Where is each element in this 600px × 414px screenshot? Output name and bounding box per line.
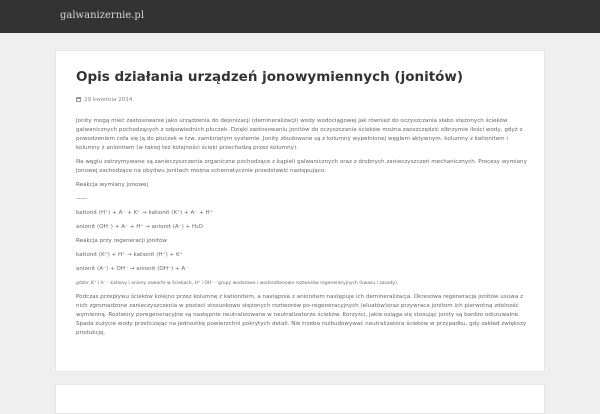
post-content xyxy=(76,117,528,343)
next-post-card xyxy=(55,384,545,414)
paragraph-intro: Jonity mogą mieć zastosowanie jako urządzenia do dejonizacji (demineralizacji) wody wodociągowej jak również do oczyszczania słabo stężonych ścieków galwanicznych pochodzących z odpowiednich płuczek. Dzięki zastosowaniu jonitów do oczyszczania ścieków można zaoszczędzić olbrzymie ilości wody, gdyż z powodzeniem cofa się ją do płuczek w tzw. zamkniętym systemie. Jonity zbudowane są z kolumny wypełnionej węglem aktywnym, kolumny z kationitem i kolumny z anionitem (w takiej też kolejności ścieki przechodzą przez kolumny). xyxy=(76,118,523,151)
post-card xyxy=(55,50,545,372)
top-navigation-bar xyxy=(0,0,600,33)
separator-line: —— xyxy=(76,196,88,202)
paragraph-process: Na węglu zatrzymywane są zanieczyszczenia organiczne pochodzące z kąpieli galwanicznych oraz z drobnych zanieczyszczeń mechanicznych. Procesy wymiany jonowej zachodzące na obydwu jonitach można schematycznie przedstawić następująco: xyxy=(76,159,527,174)
post-date[interactable]: 29 kwietnia 2014 xyxy=(84,97,133,103)
reaction-heading: Reakcja wymiany jonowej xyxy=(76,182,149,188)
regeneration-equation-1: kationit (K⁺) + H⁺ → kationit (H⁺) + K⁺ xyxy=(76,252,183,258)
post-meta xyxy=(76,97,132,103)
reaction-equation-1: kationit (H⁺) + A⁻ + K⁺ → kationit (K⁺) + A⁻ + H⁺ xyxy=(76,210,213,216)
site-title-link[interactable]: galwanizernie.pl xyxy=(60,10,145,21)
post-title[interactable]: Opis działania urządzeń jonowymiennych (jonitów) xyxy=(76,69,464,85)
regeneration-equation-2: anionit (A⁻) + OH⁻ → anionit (OH⁻) + A⁻ xyxy=(76,266,189,272)
regeneration-heading: Reakcja przy regeneracji jonitów xyxy=(76,238,168,244)
calendar-icon xyxy=(76,97,81,102)
legend-note: gdzie: K⁺ i A⁻ - kationy i aniony zawarte w ściekach, H⁺ i OH⁻ - grupy wodorowe i wodorotlenowe roztworów regeneracyjnych (kwasu i zasady). xyxy=(76,281,399,286)
reaction-equation-2: anionit (OH⁻) + A⁻ + H⁺ → anionit (A⁻) + H₂O xyxy=(76,224,203,230)
paragraph-summary: Podczas przepływu ścieków kolejno przez kolumnę z kationitem, a następnie z anionitem następuje ich demineralizacja. Okresowa regeneracja jonitów usuwa z nich zgromadzone zanieczyszczenia w postaci stosunkowo stężonych roztworów po-regeneracyjnych (eluatów)oraz przywraca jonitom ich pierwotną zdolność wymienną. Roztwory poregeneracyjne są następnie neutralizowane w neutralizatorze ścieków. Korzyści, jakie osiąga się stosując jonity są bardzo odczuwalne. Spada zużycie wody przeliczając na jednostkę powierzchni pokrytych detali. Nie trzeba rozbudowywać neutralizatora ścieków w przypadku, gdy zakład zwiększy produkcję. xyxy=(76,294,527,336)
